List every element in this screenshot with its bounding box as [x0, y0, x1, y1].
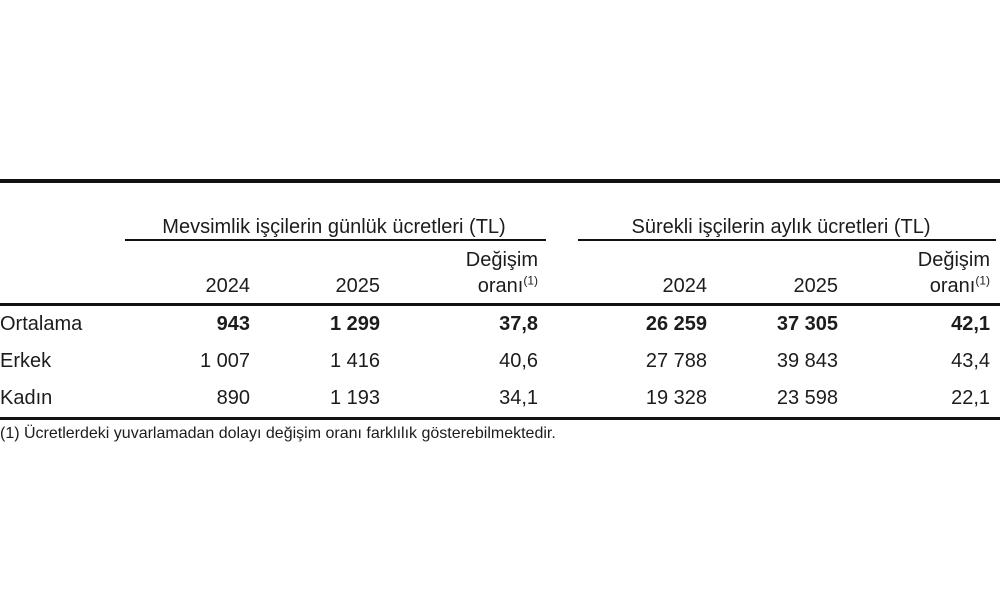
permanent-group-header: Sürekli işçilerin aylık ücretleri (TL) — [631, 216, 931, 238]
cell-seasonal-2025: 1 416 — [329, 350, 380, 372]
cell-permanent-change: 42,1 — [951, 313, 991, 335]
change-label-line1: Değişim — [465, 249, 539, 271]
col-header-permanent-change — [838, 241, 990, 305]
cell-permanent-2025: 37 305 — [776, 313, 839, 335]
change-label-line2: oranı — [477, 275, 524, 297]
column-header-row — [0, 241, 1000, 305]
wage-table — [0, 183, 1000, 420]
cell-permanent-2025: 39 843 — [776, 350, 839, 372]
cell-seasonal-change: 40,6 — [499, 350, 539, 372]
empty-label-header-cell — [0, 241, 100, 305]
table-footnote: (1) Ücretlerdeki yuvarlamadan dolayı değişim oranı farklılık gösterebilmektedir. — [0, 425, 556, 442]
cell-seasonal-2024: 943 — [216, 313, 250, 335]
table-row-ortalama — [0, 305, 1000, 344]
cell-seasonal-change: 37,8 — [499, 313, 539, 335]
cell-permanent-2025: 23 598 — [707, 380, 838, 419]
cell-seasonal-2025: 1 299 — [329, 313, 380, 335]
table-row-erkek — [0, 343, 1000, 380]
cell-permanent-change: 22,1 — [838, 380, 990, 419]
spacer-cell — [990, 343, 1000, 380]
row-label: Erkek — [0, 350, 52, 372]
spacer-cell — [990, 380, 1000, 419]
row-label: Kadın — [0, 380, 100, 419]
cell-permanent-2024: 26 259 — [645, 313, 708, 335]
group-header-row — [0, 183, 1000, 241]
col-header-permanent-2025: 2025 — [707, 241, 838, 305]
cell-permanent-2024: 27 788 — [645, 350, 708, 372]
footnote-marker-icon: (1) — [523, 273, 539, 288]
empty-corner-cell — [0, 183, 100, 241]
col-header-seasonal-change — [380, 241, 538, 305]
change-label-line1: Değişim — [917, 249, 991, 271]
cell-permanent-2024: 19 328 — [538, 380, 707, 419]
col-header-seasonal-2024: 2024 — [100, 241, 250, 305]
seasonal-group-header: Mevsimlik işçilerin günlük ücretleri (TL) — [162, 216, 506, 238]
col-header-permanent-2024: 2024 — [538, 241, 707, 305]
spacer-cell — [990, 305, 1000, 344]
row-label: Ortalama — [0, 313, 83, 335]
spacer-cell — [990, 241, 1000, 305]
table-row-kadin — [0, 380, 1000, 419]
change-label-line2: oranı — [929, 275, 976, 297]
cell-seasonal-2024: 1 007 — [199, 350, 250, 372]
spacer-cell — [990, 183, 1000, 241]
footnote-marker-icon: (1) — [975, 273, 991, 288]
cell-seasonal-change: 34,1 — [380, 380, 538, 419]
cell-seasonal-2025: 1 193 — [250, 380, 380, 419]
cell-permanent-change: 43,4 — [951, 350, 991, 372]
col-header-seasonal-2025: 2025 — [250, 241, 380, 305]
cell-seasonal-2024: 890 — [100, 380, 250, 419]
